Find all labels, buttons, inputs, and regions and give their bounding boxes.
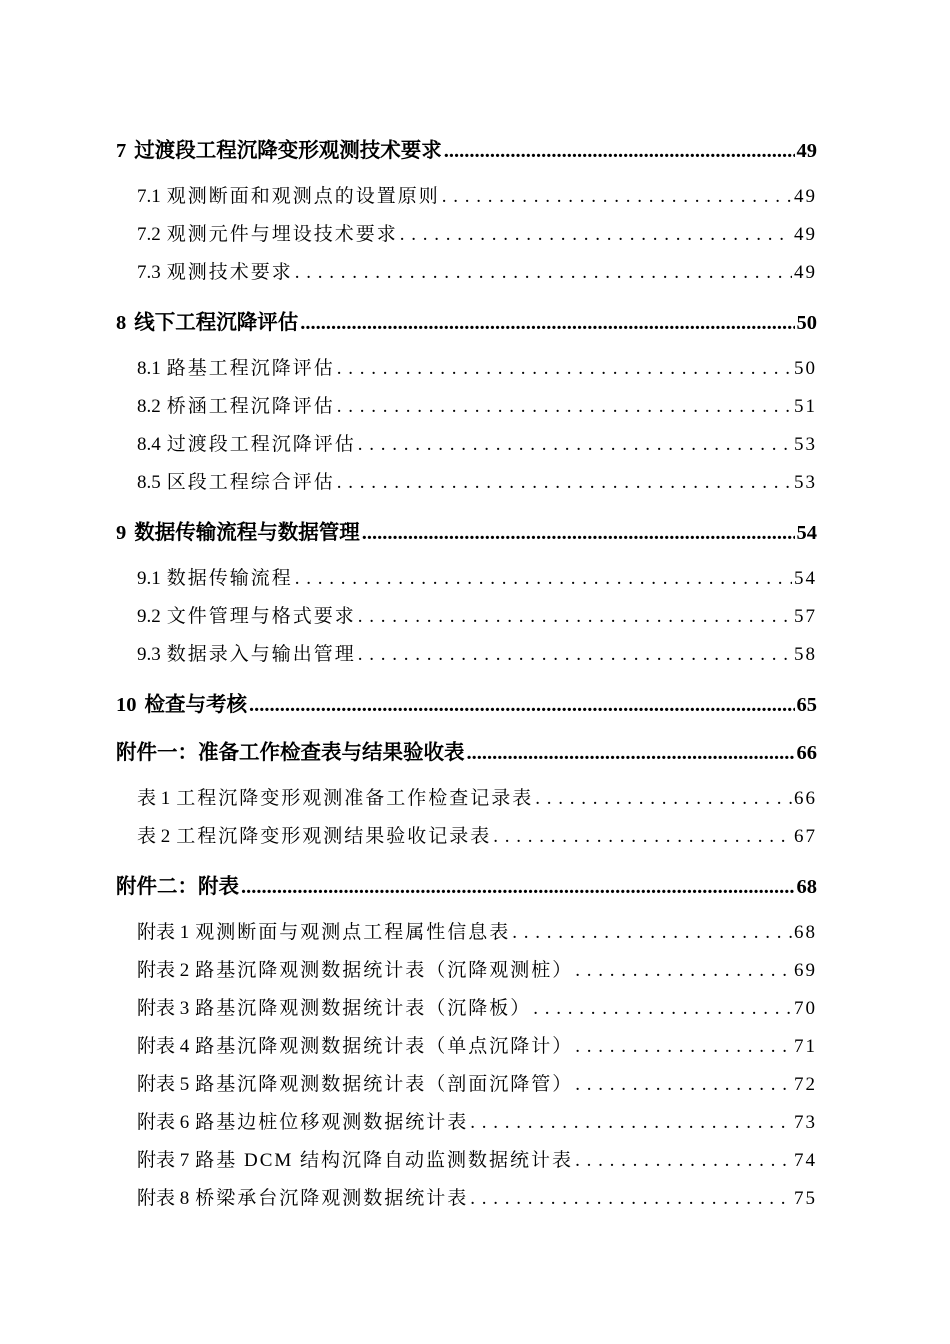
- toc-page-number: 49: [794, 262, 817, 283]
- toc-page-number: 50: [794, 358, 817, 379]
- toc-dot-leader: [470, 1112, 792, 1134]
- toc-title: 文件管理与格式要求: [166, 606, 356, 627]
- toc-number: 7.3: [137, 262, 161, 283]
- toc-page-number: 50: [796, 312, 817, 334]
- toc-dot-leader: [575, 1074, 792, 1096]
- toc-dot-leader: [358, 644, 792, 666]
- toc-title: 工程沉降变形观测准备工作检查记录表: [176, 788, 534, 809]
- toc-number: 10: [116, 694, 137, 716]
- toc-page-number: 70: [794, 998, 817, 1019]
- toc-dot-leader: [295, 568, 792, 590]
- toc-page-number: 69: [794, 960, 817, 981]
- toc-entry[interactable]: [0, 1107, 817, 1134]
- toc-entry[interactable]: [0, 133, 817, 163]
- toc-dot-leader: [467, 742, 795, 765]
- toc-page-number: 66: [796, 742, 817, 764]
- toc-title: 桥涵工程沉降评估: [166, 396, 335, 417]
- toc-page-number: 53: [794, 472, 817, 493]
- toc-dot-leader: [575, 1150, 792, 1172]
- toc-title: 附件二：附表: [116, 876, 239, 898]
- toc-entry[interactable]: [0, 955, 817, 982]
- toc-title: 观测元件与埋设技术要求: [166, 224, 398, 245]
- toc-entry[interactable]: [0, 181, 817, 208]
- toc-dot-leader: [575, 960, 792, 982]
- toc-page-number: 49: [794, 186, 817, 207]
- toc-dot-leader: [358, 606, 792, 628]
- toc-dot-leader: [442, 186, 792, 208]
- toc-title: 观测技术要求: [166, 262, 293, 283]
- toc-number: 附表 7: [137, 1150, 190, 1171]
- toc-page-number: 53: [794, 434, 817, 455]
- toc-title: 路基 DCM 结构沉降自动监测数据统计表: [195, 1150, 574, 1171]
- toc-entry[interactable]: [0, 353, 817, 380]
- toc-number: 9.1: [137, 568, 161, 589]
- toc-number: 8: [116, 312, 127, 334]
- toc-dot-leader: [337, 358, 792, 380]
- toc-dot-leader: [493, 826, 792, 848]
- toc-number: 附表 4: [137, 1036, 190, 1057]
- toc-title: 线下工程沉降评估: [134, 312, 299, 334]
- toc-entry[interactable]: [0, 467, 817, 494]
- toc-entry[interactable]: [0, 869, 817, 899]
- toc-entry[interactable]: [0, 821, 817, 848]
- toc-title: 区段工程综合评估: [166, 472, 335, 493]
- toc-page-number: 49: [794, 224, 817, 245]
- toc-page-number: 58: [794, 644, 817, 665]
- toc-number: 表 2: [137, 826, 171, 847]
- toc-entry[interactable]: [0, 391, 817, 418]
- toc-number: 9.3: [137, 644, 161, 665]
- toc-dot-leader: [444, 140, 795, 163]
- toc-number: 8.5: [137, 472, 161, 493]
- toc-title: 工程沉降变形观测结果验收记录表: [176, 826, 492, 847]
- toc-title: 数据传输流程与数据管理: [134, 522, 360, 544]
- toc-dot-leader: [362, 522, 795, 545]
- toc-page-number: 74: [794, 1150, 817, 1171]
- toc-title: 过渡段工程沉降变形观测技术要求: [134, 140, 442, 162]
- toc-entry[interactable]: [0, 601, 817, 628]
- toc-number: 7: [116, 140, 127, 162]
- toc-entry[interactable]: [0, 429, 817, 456]
- toc-number: 8.4: [137, 434, 161, 455]
- toc-entry[interactable]: [0, 257, 817, 284]
- toc-dot-leader: [470, 1188, 792, 1210]
- toc-entry[interactable]: [0, 783, 817, 810]
- toc-title: 路基沉降观测数据统计表（剖面沉降管）: [195, 1074, 574, 1095]
- toc-entry[interactable]: [0, 687, 817, 717]
- toc-entry[interactable]: [0, 917, 817, 944]
- toc-dot-leader: [295, 262, 792, 284]
- toc-page-number: 75: [794, 1188, 817, 1209]
- toc-number: 附表 8: [137, 1188, 190, 1209]
- toc-entry[interactable]: [0, 1031, 817, 1058]
- toc-entry[interactable]: [0, 639, 817, 666]
- toc-entry[interactable]: [0, 735, 817, 765]
- toc-entry[interactable]: [0, 1145, 817, 1172]
- toc-page-number: 54: [794, 568, 817, 589]
- toc-number: 7.1: [137, 186, 161, 207]
- toc-title: 路基边桩位移观测数据统计表: [195, 1112, 469, 1133]
- toc-page-number: 66: [794, 788, 817, 809]
- toc-entry[interactable]: [0, 1069, 817, 1096]
- toc-number: 附表 5: [137, 1074, 190, 1095]
- toc-dot-leader: [400, 224, 792, 246]
- toc-title: 观测断面与观测点工程属性信息表: [195, 922, 511, 943]
- toc-page-number: 51: [794, 396, 817, 417]
- toc-entry[interactable]: [0, 563, 817, 590]
- toc-title: 过渡段工程沉降评估: [166, 434, 356, 455]
- toc-number: 7.2: [137, 224, 161, 245]
- toc-page-number: 68: [794, 922, 817, 943]
- toc-title: 路基沉降观测数据统计表（沉降观测桩）: [195, 960, 574, 981]
- toc-page-number: 72: [794, 1074, 817, 1095]
- toc-title: 数据录入与输出管理: [166, 644, 356, 665]
- toc-dot-leader: [337, 396, 792, 418]
- toc-dot-leader: [533, 998, 792, 1020]
- toc-number: 表 1: [137, 788, 171, 809]
- toc-title: 桥梁承台沉降观测数据统计表: [195, 1188, 469, 1209]
- toc-dot-leader: [337, 472, 792, 494]
- toc-title: 检查与考核: [144, 694, 247, 716]
- toc-number: 附表 2: [137, 960, 190, 981]
- toc-dot-leader: [241, 876, 795, 899]
- toc-dot-leader: [249, 694, 795, 717]
- toc-page-number: 68: [796, 876, 817, 898]
- toc-entry[interactable]: [0, 993, 817, 1020]
- toc-number: 附表 3: [137, 998, 190, 1019]
- toc-entry[interactable]: [0, 305, 817, 335]
- toc-title: 路基沉降观测数据统计表（单点沉降计）: [195, 1036, 574, 1057]
- toc-number: 8.1: [137, 358, 161, 379]
- toc-number: 附表 1: [137, 922, 190, 943]
- toc-dot-leader: [575, 1036, 792, 1058]
- toc-title: 路基工程沉降评估: [166, 358, 335, 379]
- toc-number: 9.2: [137, 606, 161, 627]
- toc-title: 观测断面和观测点的设置原则: [166, 186, 440, 207]
- toc-title: 附件一：准备工作检查表与结果验收表: [116, 742, 465, 764]
- toc-page-number: 71: [794, 1036, 817, 1057]
- toc-number: 9: [116, 522, 127, 544]
- toc-title: 数据传输流程: [166, 568, 293, 589]
- toc-page-number: 49: [796, 140, 817, 162]
- toc-dot-leader: [512, 922, 792, 944]
- toc-title: 路基沉降观测数据统计表（沉降板）: [195, 998, 532, 1019]
- toc-dot-leader: [358, 434, 792, 456]
- toc-page-number: 67: [794, 826, 817, 847]
- toc-page-number: 54: [796, 522, 817, 544]
- toc-entry[interactable]: [0, 219, 817, 246]
- toc-dot-leader: [535, 788, 792, 810]
- toc-number: 附表 6: [137, 1112, 190, 1133]
- toc-number: 8.2: [137, 396, 161, 417]
- toc-page-number: 57: [794, 606, 817, 627]
- toc-page-number: 73: [794, 1112, 817, 1133]
- toc-page-number: 65: [796, 694, 817, 716]
- toc-entry[interactable]: [0, 515, 817, 545]
- toc-dot-leader: [300, 312, 794, 335]
- toc-entry[interactable]: [0, 1183, 817, 1210]
